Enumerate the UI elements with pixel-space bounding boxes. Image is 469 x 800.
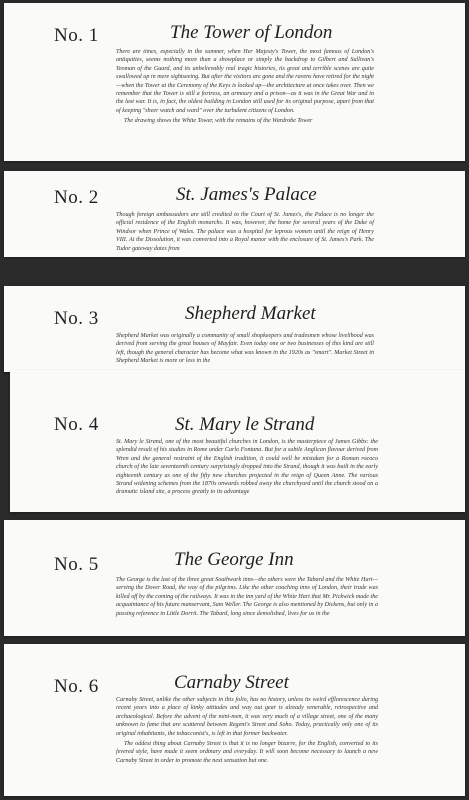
entry-title: St. James's Palace — [176, 184, 317, 205]
sheet-st-jamess-palace — [4, 171, 465, 257]
entry-title: Carnaby Street — [174, 672, 289, 693]
sheet-the-george-inn — [4, 520, 465, 636]
paragraph: The George is the last of the three great Southwark inns—the others were the Tabard and the White Hart—serving the Dover Road, the way of the pilgrims. Like the other coaching inns of London, their trade was killed off by the coming of the railways. It was in the inn yard of the White Hart that Mr. Pickwick made the acquaintance of his future manservant, Sam Weller. The George is also mentioned by Dickens, but only in a passing reference in Little Dorrit. The Tabard, long since demolished, lives for us in the — [116, 577, 378, 617]
paragraph: Though foreign ambassadors are still credited to the Court of St. James's, the Palace is no longer the official residence of the English monarchs. It was, however, the home for several years of the Duke of Windsor when Prince of Wales. The palace was a hospital for leprous women until the reign of Henry VIII. At the Dissolution, it was converted into a Royal manor with the enclosure of St. James's Park. The Tudor gateway dates from — [116, 212, 374, 252]
entry-title: The George Inn — [174, 549, 294, 570]
paragraph: Shepherd Market was originally a community of small shopkeepers and tradesmen whose livelihood was derived from serving the great houses of Mayfair. Even today one or two businesses of this kind are still left, though the general character has become what was known in the 1920s as "smart". Market Street in Shepherd Market is more or less in the — [116, 333, 374, 365]
entry-number: No. 1 — [54, 25, 99, 46]
entry-number: No. 5 — [54, 554, 99, 575]
sheet-shepherd-market — [4, 286, 465, 372]
paragraph: There are times, especially in the summer, when Her Majesty's Tower, the most famous of London's antiquities, seems nothing more than a showplace or simply the backdrop to Gilbert and Sullivan's Yeoman of the Guard, and its unbelievably real tragic histories, its great and terrible scenes are quite swallowed up in mere sightseeing. But after the visitors are gone and the ravens have retired for the night—when the Tower at the Ceremony of the Keys is locked up—the architecture at once takes over. Then we remember that the Tower is still a fortress, an armoury and a prison—as it was in the Great War and in the last war. It is, in fact, the oldest building in London still used for its original purpose, apart from that of keeping "sheer watch and ward" over the turbulent citizens of London. — [116, 49, 374, 114]
entry-description — [116, 211, 374, 255]
entry-description — [116, 332, 374, 368]
entry-description — [116, 438, 378, 499]
entry-title: St. Mary le Strand — [175, 414, 315, 435]
sheet-tower-of-london — [4, 3, 465, 161]
entry-title: Shepherd Market — [185, 303, 316, 324]
entry-description — [116, 48, 374, 128]
sheet-carnaby-street — [4, 644, 465, 796]
entry-number: No. 4 — [54, 414, 99, 435]
paragraph: Carnaby Street, unlike the other subjects in this folio, has no history, unless its weird efflorescence during recent years into a place of kinky attitudes and way out gear is already venerable, retrospective and archaeological. Before the advent of the mini-men, it was very much of a village street, one of the many unknown to fame that are scattered between Regent's Street and Soho. Today, practically only one of its original inhabitants, the tobacconist's, is left in that former backwater. — [116, 697, 378, 737]
paragraph: The drawing shows the White Tower, with the remains of the Wardrobe Tower — [124, 118, 313, 125]
entry-number: No. 2 — [54, 187, 99, 208]
entry-description — [116, 576, 378, 620]
sheet-st-mary-le-strand — [10, 370, 465, 512]
paragraph: The oddest thing about Carnaby Street is that it is no longer bizarre, for the English, converted to its fevered style, have made it seem ordinary and everyday. It will soon become necessary to launch a new Carnaby Street in order to promote the next sensation but one. — [116, 741, 378, 764]
paragraph: St. Mary le Strand, one of the most beautiful churches in London, is the masterpiece of James Gibbs: the splendid result of his studies in Rome under Carlo Fontana. But for a subtle Anglican flavour derived from Wren and the general restraint of the English tradition, it could well be mistaken for a Roman rococo church of the late seventeenth century surprisingly dropped into the Strand, though it was built in the early eighteenth century as one of the fifty new churches projected in the reign of Queen Anne. The various Strand widening schemes from the 1870s onwards robbed away the churchyard until the church stood on a dramatic island site, a process greatly to its advantage — [116, 439, 378, 496]
entry-title: The Tower of London — [170, 22, 333, 43]
entry-number: No. 3 — [54, 308, 99, 329]
entry-description — [116, 696, 378, 767]
entry-number: No. 6 — [54, 676, 99, 697]
